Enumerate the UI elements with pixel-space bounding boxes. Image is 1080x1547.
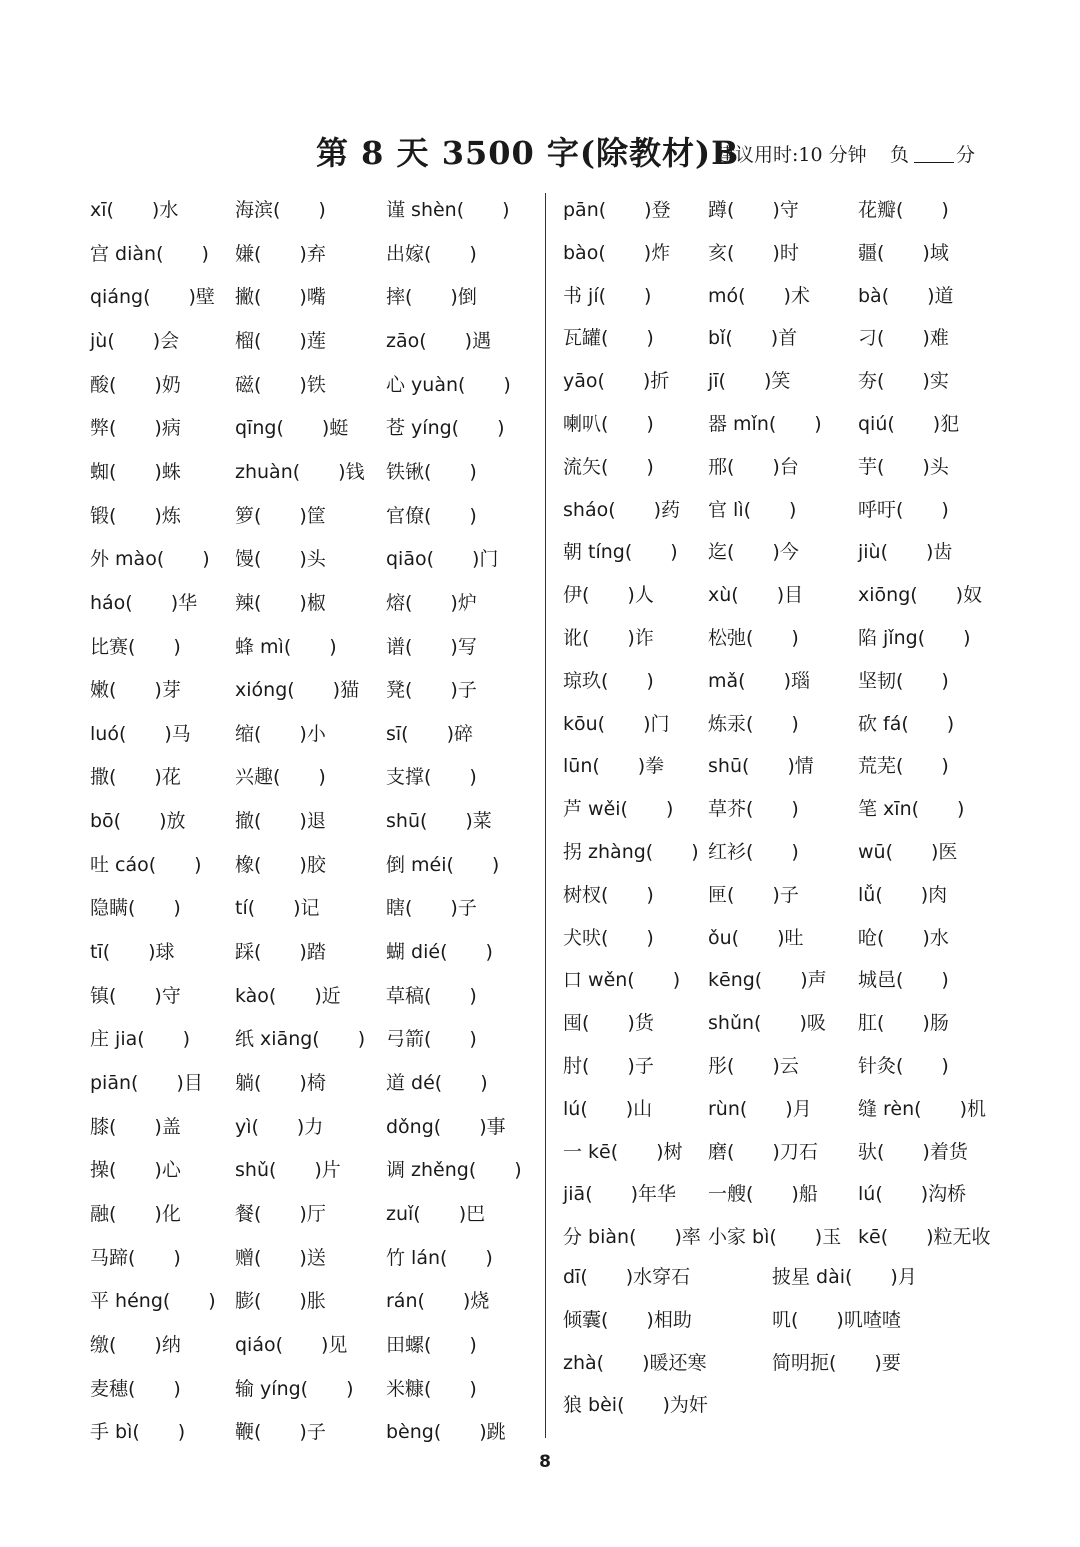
exercise-item[interactable]: kào( )近 — [235, 985, 341, 1007]
exercise-item[interactable]: 一艘( )船 — [708, 1183, 818, 1205]
exercise-item[interactable]: 磁( )铁 — [235, 374, 326, 396]
exercise-item[interactable]: 芦 wěi( ) — [563, 798, 674, 820]
exercise-item[interactable]: 膝( )盖 — [90, 1116, 181, 1138]
exercise-item[interactable]: 一 kē( )树 — [563, 1141, 683, 1163]
exercise-item[interactable]: 呼吁( ) — [858, 499, 949, 521]
exercise-item[interactable]: qiāo( )门 — [386, 548, 499, 570]
exercise-item[interactable]: 小家 bì( )玉 — [708, 1226, 842, 1248]
exercise-item[interactable]: 镇( )守 — [90, 985, 181, 1007]
exercise-item[interactable]: 亥( )时 — [708, 242, 799, 264]
exercise-item[interactable]: yāo( )折 — [563, 370, 670, 392]
exercise-item[interactable]: 马蹄( ) — [90, 1247, 181, 1269]
exercise-item[interactable]: rán( )烧 — [386, 1290, 490, 1312]
exercise-item[interactable]: ǒu( )吐 — [708, 927, 804, 949]
exercise-item[interactable]: 酸( )奶 — [90, 374, 181, 396]
exercise-item[interactable]: 披星 dài( )月 — [772, 1266, 917, 1288]
exercise-item[interactable]: kōu( )门 — [563, 713, 670, 735]
exercise-item[interactable]: 米糠( ) — [386, 1378, 477, 1400]
exercise-item[interactable]: bà( )道 — [858, 285, 954, 307]
exercise-item[interactable]: 砍 fá( ) — [858, 713, 955, 735]
exercise-item[interactable]: 琼玖( ) — [563, 670, 654, 692]
exercise-item[interactable]: wū( )医 — [858, 841, 958, 863]
exercise-item[interactable]: jī( )笑 — [708, 370, 791, 392]
exercise-item[interactable]: 支撑( ) — [386, 766, 477, 788]
exercise-item[interactable]: 心 yuàn( ) — [386, 374, 511, 396]
exercise-item[interactable]: lǚ( )肉 — [858, 884, 948, 906]
exercise-item[interactable]: qīng( )蜓 — [235, 417, 349, 439]
exercise-item[interactable]: 肘( )子 — [563, 1055, 654, 1077]
exercise-item[interactable]: dǒng( )事 — [386, 1116, 506, 1138]
exercise-item[interactable]: 驮( )着货 — [858, 1141, 968, 1163]
exercise-item[interactable]: 炼汞( ) — [708, 713, 799, 735]
exercise-item[interactable]: 嫌( )弃 — [235, 243, 326, 265]
exercise-item[interactable]: 荒芜( ) — [858, 755, 949, 777]
exercise-item[interactable]: háo( )华 — [90, 592, 198, 614]
exercise-item[interactable]: 分 biàn( )率 — [563, 1226, 701, 1248]
exercise-item[interactable]: 手 bì( ) — [90, 1421, 186, 1443]
exercise-item[interactable]: luó( )马 — [90, 723, 191, 745]
exercise-item[interactable]: 刁( )难 — [858, 327, 949, 349]
exercise-item[interactable]: rùn( )月 — [708, 1098, 812, 1120]
exercise-item[interactable]: 踩( )踏 — [235, 941, 326, 963]
exercise-item[interactable]: sháo( )药 — [563, 499, 681, 521]
exercise-item[interactable]: 摔( )倒 — [386, 286, 477, 308]
exercise-item[interactable]: pān( )登 — [563, 199, 671, 221]
exercise-item[interactable]: 平 héng( ) — [90, 1290, 216, 1312]
exercise-item[interactable]: 讹( )诈 — [563, 627, 654, 649]
exercise-item[interactable]: 融( )化 — [90, 1203, 181, 1225]
exercise-item[interactable]: 草芥( ) — [708, 798, 799, 820]
exercise-item[interactable]: lūn( )拳 — [563, 755, 665, 777]
exercise-item[interactable]: 操( )心 — [90, 1159, 181, 1181]
exercise-item[interactable]: 彤( )云 — [708, 1055, 799, 1077]
exercise-item[interactable]: tī( )球 — [90, 941, 175, 963]
exercise-item[interactable]: lú( )山 — [563, 1098, 653, 1120]
exercise-item[interactable]: 麦穗( ) — [90, 1378, 181, 1400]
exercise-item[interactable]: tí( )记 — [235, 897, 320, 919]
exercise-item[interactable]: bō( )放 — [90, 810, 186, 832]
exercise-item[interactable]: 官 lì( ) — [708, 499, 797, 521]
exercise-item[interactable]: 倒 méi( ) — [386, 854, 500, 876]
exercise-item[interactable]: bèng( )跳 — [386, 1421, 506, 1443]
exercise-item[interactable]: 红衫( ) — [708, 841, 799, 863]
page-number: 8 — [539, 1452, 551, 1472]
exercise-item[interactable]: 拐 zhàng( ) — [563, 841, 699, 863]
exercise-item[interactable]: 铁锹( ) — [386, 461, 477, 483]
suggested-time: 建议用时:10 分钟 — [716, 144, 867, 166]
exercise-item[interactable]: shū( )情 — [708, 755, 814, 777]
exercise-item[interactable]: 撇( )嘴 — [235, 286, 326, 308]
exercise-item[interactable]: 鞭( )子 — [235, 1421, 326, 1443]
exercise-item[interactable]: qiú( )犯 — [858, 413, 960, 435]
exercise-item[interactable]: 松弛( ) — [708, 627, 799, 649]
exercise-item[interactable]: 弓箭( ) — [386, 1028, 477, 1050]
exercise-item[interactable]: 简明扼( )要 — [772, 1352, 901, 1374]
exercise-item[interactable]: qiáo( )见 — [235, 1334, 348, 1356]
exercise-item[interactable]: 撤( )退 — [235, 810, 326, 832]
exercise-item[interactable]: lú( )沟桥 — [858, 1183, 967, 1205]
exercise-item[interactable]: xù( )目 — [708, 584, 804, 606]
exercise-item[interactable]: 比赛( ) — [90, 636, 181, 658]
exercise-item[interactable]: 蜘( )蛛 — [90, 461, 181, 483]
exercise-item[interactable]: 朝 tíng( ) — [563, 541, 678, 563]
exercise-item[interactable]: 疆( )域 — [858, 242, 949, 264]
exercise-item[interactable]: qiáng( )壁 — [90, 286, 215, 308]
exercise-item[interactable]: 陷 jǐng( ) — [858, 627, 971, 649]
page-title: 第 8 天 3500 字(除教材)B — [316, 134, 740, 172]
exercise-item[interactable]: 囤( )货 — [563, 1012, 654, 1034]
exercise-item[interactable]: 输 yíng( ) — [235, 1378, 354, 1400]
exercise-item[interactable]: dī( )水穿石 — [563, 1266, 691, 1288]
exercise-item[interactable]: 谨 shèn( ) — [386, 199, 510, 221]
exercise-item[interactable]: 纸 xiāng( ) — [235, 1028, 366, 1050]
exercise-item[interactable]: yì( )力 — [235, 1116, 324, 1138]
exercise-item[interactable]: 肛( )肠 — [858, 1012, 949, 1034]
exercise-item[interactable]: mó( )术 — [708, 285, 810, 307]
exercise-item[interactable]: 熔( )炉 — [386, 592, 477, 614]
exercise-item[interactable]: 匣( )子 — [708, 884, 799, 906]
score-label: 负 — [890, 144, 910, 166]
exercise-item[interactable]: 磨( )刀石 — [708, 1141, 818, 1163]
exercise-item[interactable]: sī( )碎 — [386, 723, 474, 745]
exercise-item[interactable]: 倾囊( )相助 — [563, 1309, 692, 1331]
exercise-item[interactable]: kē( )粒无收 — [858, 1226, 991, 1248]
exercise-item[interactable]: 伊( )人 — [563, 584, 654, 606]
exercise-item[interactable]: 官僚( ) — [386, 505, 477, 527]
score-blank[interactable] — [914, 162, 954, 163]
exercise-item[interactable]: zhuàn( )钱 — [235, 461, 365, 483]
exercise-item[interactable]: 花瓣( ) — [858, 199, 949, 221]
exercise-item[interactable]: 器 mǐn( ) — [708, 413, 822, 435]
exercise-item[interactable]: 外 mào( ) — [90, 548, 210, 570]
exercise-item[interactable]: 针灸( ) — [858, 1055, 949, 1077]
exercise-item[interactable]: piān( )目 — [90, 1072, 203, 1094]
exercise-item[interactable]: 撒( )花 — [90, 766, 181, 788]
exercise-item[interactable]: zāo( )遇 — [386, 330, 492, 352]
exercise-item[interactable]: 弊( )病 — [90, 417, 181, 439]
exercise-item[interactable]: 兴趣( ) — [235, 766, 326, 788]
exercise-item[interactable]: 庄 jia( ) — [90, 1028, 191, 1050]
exercise-item[interactable]: 坚韧( ) — [858, 670, 949, 692]
exercise-item[interactable]: 缝 rèn( )机 — [858, 1098, 986, 1120]
exercise-item[interactable]: 榴( )莲 — [235, 330, 326, 352]
exercise-item[interactable]: 赠( )送 — [235, 1247, 326, 1269]
exercise-item[interactable]: xiōng( )奴 — [858, 584, 983, 606]
exercise-item[interactable]: 膨( )胀 — [235, 1290, 326, 1312]
exercise-item[interactable]: 呛( )水 — [858, 927, 949, 949]
exercise-item[interactable]: mǎ( )瑙 — [708, 670, 810, 692]
exercise-item[interactable]: 叽( )叽喳喳 — [772, 1309, 901, 1331]
exercise-item[interactable]: 竹 lán( ) — [386, 1247, 493, 1269]
exercise-item[interactable]: 芋( )头 — [858, 456, 949, 478]
exercise-item[interactable]: 躺( )椅 — [235, 1072, 326, 1094]
exercise-item[interactable]: kēng( )声 — [708, 969, 827, 991]
page-header — [316, 128, 1036, 172]
exercise-item[interactable]: 苍 yíng( ) — [386, 417, 505, 439]
exercise-item[interactable]: 犬吠( ) — [563, 927, 654, 949]
exercise-item[interactable]: xī( )水 — [90, 199, 179, 221]
exercise-item[interactable]: 馒( )头 — [235, 548, 326, 570]
exercise-item[interactable]: 树杈( ) — [563, 884, 654, 906]
exercise-item[interactable]: 隐瞒( ) — [90, 897, 181, 919]
exercise-item[interactable]: 田螺( ) — [386, 1334, 477, 1356]
exercise-item[interactable]: 蜂 mì( ) — [235, 636, 337, 658]
exercise-item[interactable]: 辣( )椒 — [235, 592, 326, 614]
exercise-item[interactable]: 口 wěn( ) — [563, 969, 681, 991]
exercise-item[interactable]: 草稿( ) — [386, 985, 477, 1007]
exercise-item[interactable]: jiù( )齿 — [858, 541, 953, 563]
exercise-item[interactable]: 瓦罐( ) — [563, 327, 654, 349]
exercise-item[interactable]: zhà( )暖还寒 — [563, 1352, 707, 1374]
exercise-item[interactable]: xióng( )猫 — [235, 679, 360, 701]
exercise-item[interactable]: 流矢( ) — [563, 456, 654, 478]
exercise-item[interactable]: 缴( )纳 — [90, 1334, 181, 1356]
exercise-item[interactable]: 蝴 dié( ) — [386, 941, 493, 963]
exercise-item[interactable]: jù( )会 — [90, 330, 180, 352]
exercise-item[interactable]: zuǐ( )巴 — [386, 1203, 486, 1225]
exercise-item[interactable]: 狼 bèi( )为奸 — [563, 1394, 708, 1416]
exercise-item[interactable]: 书 jí( ) — [563, 285, 652, 307]
exercise-item[interactable]: bǐ( )首 — [708, 327, 798, 349]
exercise-item[interactable]: 笔 xīn( ) — [858, 798, 965, 820]
exercise-item[interactable]: 夯( )实 — [858, 370, 949, 392]
exercise-item[interactable]: 餐( )厅 — [235, 1203, 326, 1225]
exercise-item[interactable]: 调 zhěng( ) — [386, 1159, 522, 1181]
exercise-item[interactable]: 城邑( ) — [858, 969, 949, 991]
exercise-item[interactable]: 出嫁( ) — [386, 243, 477, 265]
exercise-item[interactable]: 海滨( ) — [235, 199, 326, 221]
exercise-item[interactable]: shǔn( )吸 — [708, 1012, 826, 1034]
exercise-item[interactable]: 橡( )胶 — [235, 854, 326, 876]
column-divider — [545, 193, 546, 1438]
exercise-item[interactable]: 瞎( )子 — [386, 897, 477, 919]
exercise-item[interactable]: 邢( )台 — [708, 456, 799, 478]
exercise-item[interactable]: 缩( )小 — [235, 723, 326, 745]
exercise-item[interactable]: 嫩( )芽 — [90, 679, 181, 701]
exercise-item[interactable]: 箩( )筐 — [235, 505, 326, 527]
exercise-item[interactable]: 吐 cáo( ) — [90, 854, 202, 876]
exercise-item[interactable]: 凳( )子 — [386, 679, 477, 701]
exercise-item[interactable]: 迄( )今 — [708, 541, 799, 563]
exercise-item[interactable]: 道 dé( ) — [386, 1072, 488, 1094]
exercise-item[interactable]: jiā( )年华 — [563, 1183, 677, 1205]
exercise-item[interactable]: 谱( )写 — [386, 636, 477, 658]
exercise-item[interactable]: shǔ( )片 — [235, 1159, 341, 1181]
exercise-item[interactable]: shū( )菜 — [386, 810, 492, 832]
exercise-item[interactable]: bào( )炸 — [563, 242, 671, 264]
exercise-item[interactable]: 蹲( )守 — [708, 199, 799, 221]
score-unit: 分 — [956, 144, 976, 166]
exercise-item[interactable]: 宫 diàn( ) — [90, 243, 209, 265]
exercise-item[interactable]: 锻( )炼 — [90, 505, 181, 527]
exercise-item[interactable]: 喇叭( ) — [563, 413, 654, 435]
